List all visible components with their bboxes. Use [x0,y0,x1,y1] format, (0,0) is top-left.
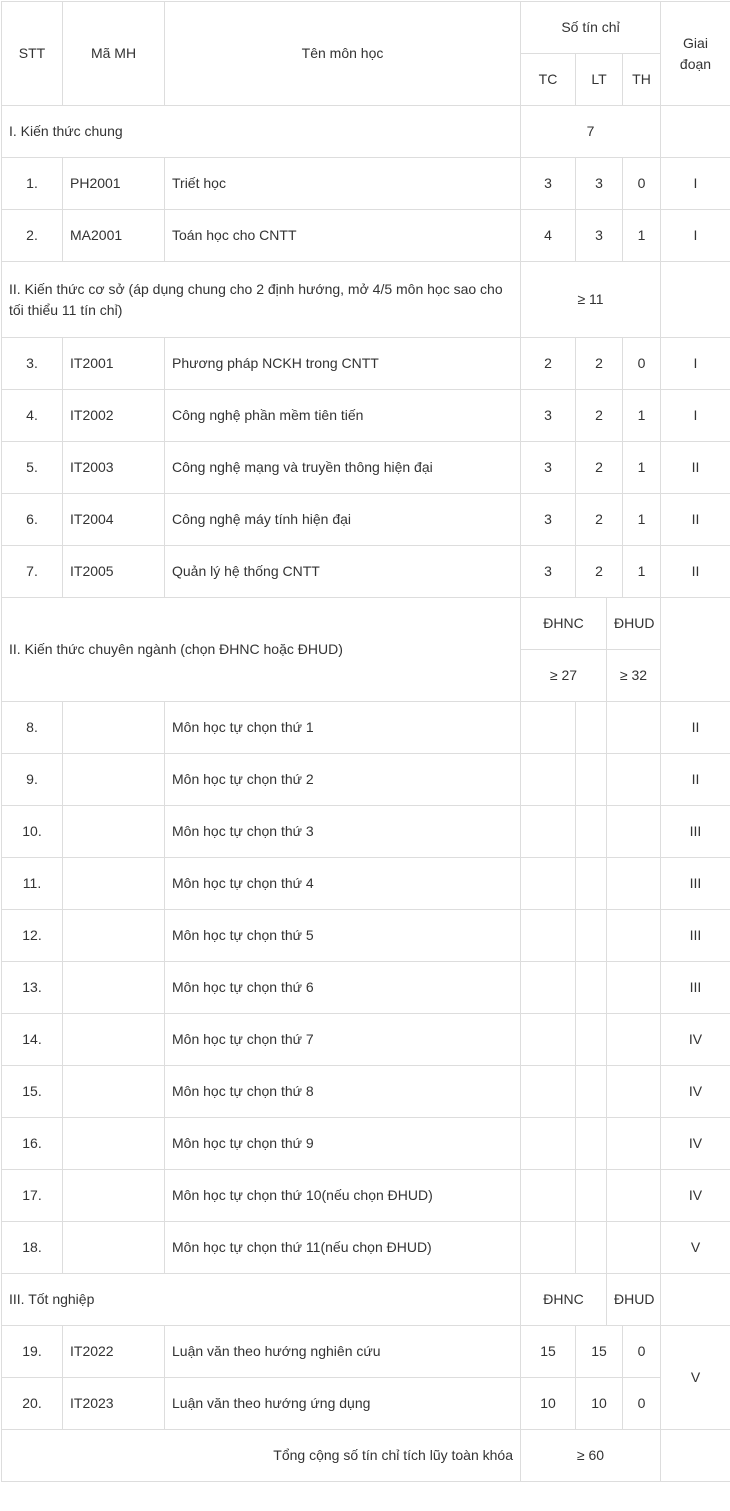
row-code [63,910,165,962]
row-name: Môn học tự chọn thứ 2 [165,754,521,806]
row-stt: 18. [2,1222,63,1274]
row-name: Triết học [165,158,521,210]
table-row [2,910,730,962]
header-stt: STT [2,2,63,106]
row-th [607,806,661,858]
row-stt: 9. [2,754,63,806]
table-row [2,494,730,546]
section-credits: 7 [521,106,661,158]
row-th: 0 [623,1326,661,1378]
row-th [607,858,661,910]
table-row [2,390,730,442]
section-title: II. Kiến thức cơ sở (áp dụng chung cho 2 định hướng, mở 4/5 môn học sao cho tối thiểu 11 tín chỉ) [2,262,521,338]
row-tc [521,806,576,858]
section-title: I. Kiến thức chung [2,106,521,158]
row-name: Môn học tự chọn thứ 3 [165,806,521,858]
table-row [2,702,730,754]
row-stt: 14. [2,1014,63,1066]
row-lt [576,1170,607,1222]
section-stage [661,1274,730,1326]
row-tc [521,962,576,1014]
row-stt: 4. [2,390,63,442]
row-name: Quản lý hệ thống CNTT [165,546,521,598]
row-stt: 19. [2,1326,63,1378]
table-row [2,858,730,910]
row-lt [576,754,607,806]
row-stt: 2. [2,210,63,262]
section-row [2,106,730,158]
row-lt: 3 [576,210,623,262]
table-row [2,210,730,262]
row-lt: 15 [576,1326,623,1378]
row-code: MA2001 [63,210,165,262]
header-th: TH [623,54,661,106]
table-row [2,158,730,210]
row-th: 0 [623,158,661,210]
total-label: Tổng cộng số tín chỉ tích lũy toàn khóa [2,1430,521,1482]
row-th: 1 [623,210,661,262]
row-lt [576,1066,607,1118]
row-code [63,1014,165,1066]
row-lt: 2 [576,338,623,390]
row-code: IT2001 [63,338,165,390]
row-stt: 13. [2,962,63,1014]
dhnc-credits: ≥ 27 [521,650,607,702]
row-stage: II [661,702,730,754]
row-stage: IV [661,1170,730,1222]
row-stage: III [661,910,730,962]
row-stage: IV [661,1118,730,1170]
row-name: Môn học tự chọn thứ 5 [165,910,521,962]
row-lt [576,1118,607,1170]
row-lt [576,910,607,962]
row-stage: V [661,1222,730,1274]
row-th: 0 [623,338,661,390]
row-th: 1 [623,442,661,494]
row-tc: 3 [521,494,576,546]
row-stage: I [661,390,730,442]
table-row [2,962,730,1014]
row-lt [576,1014,607,1066]
section-row [2,1274,730,1326]
table-row [2,1170,730,1222]
table-row [2,1014,730,1066]
row-code [63,1170,165,1222]
row-th [607,910,661,962]
row-name: Môn học tự chọn thứ 6 [165,962,521,1014]
row-tc [521,1066,576,1118]
row-th: 1 [623,390,661,442]
section-stage [661,598,730,702]
row-name: Luận văn theo hướng ứng dụng [165,1378,521,1430]
row-name: Toán học cho CNTT [165,210,521,262]
table-row [2,1118,730,1170]
row-code: IT2002 [63,390,165,442]
row-stage: I [661,158,730,210]
dhud-label: ĐHUD [607,1274,661,1326]
total-row [2,1430,730,1482]
row-tc: 3 [521,390,576,442]
curriculum-table [1,1,730,1482]
row-code: IT2004 [63,494,165,546]
row-name: Luận văn theo hướng nghiên cứu [165,1326,521,1378]
dhud-label: ĐHUD [607,598,661,650]
table-row [2,442,730,494]
section-row [2,598,730,650]
row-stt: 11. [2,858,63,910]
row-tc [521,910,576,962]
row-name: Môn học tự chọn thứ 7 [165,1014,521,1066]
row-lt: 3 [576,158,623,210]
total-credits: ≥ 60 [521,1430,661,1482]
row-name: Môn học tự chọn thứ 8 [165,1066,521,1118]
header-tc: TC [521,54,576,106]
row-name: Công nghệ máy tính hiện đại [165,494,521,546]
dhnc-label: ĐHNC [521,598,607,650]
row-name: Môn học tự chọn thứ 10(nếu chọn ĐHUD) [165,1170,521,1222]
row-th [607,702,661,754]
row-tc [521,754,576,806]
row-code: PH2001 [63,158,165,210]
row-stt: 15. [2,1066,63,1118]
section-row [2,262,730,338]
row-stt: 1. [2,158,63,210]
row-th [607,962,661,1014]
row-tc [521,702,576,754]
row-lt [576,806,607,858]
row-tc: 4 [521,210,576,262]
row-stage: II [661,754,730,806]
section-credits: ≥ 11 [521,262,661,338]
table-row [2,546,730,598]
row-stt: 6. [2,494,63,546]
row-th [607,1118,661,1170]
row-stt: 5. [2,442,63,494]
row-name: Môn học tự chọn thứ 1 [165,702,521,754]
row-stage: IV [661,1014,730,1066]
row-lt [576,1222,607,1274]
row-stt: 17. [2,1170,63,1222]
table-row [2,806,730,858]
row-lt [576,702,607,754]
row-stage: V [661,1326,730,1430]
section-stage [661,106,730,158]
dhnc-label: ĐHNC [521,1274,607,1326]
row-tc [521,1222,576,1274]
row-code: IT2003 [63,442,165,494]
row-tc [521,1014,576,1066]
row-th [607,754,661,806]
dhud-credits: ≥ 32 [607,650,661,702]
row-stage: IV [661,1066,730,1118]
row-name: Phương pháp NCKH trong CNTT [165,338,521,390]
row-name: Môn học tự chọn thứ 4 [165,858,521,910]
row-tc [521,858,576,910]
row-stage: II [661,494,730,546]
row-name: Công nghệ mạng và truyền thông hiện đại [165,442,521,494]
header-row [2,2,730,54]
header-ma-mh: Mã MH [63,2,165,106]
header-ten-mon-hoc: Tên môn học [165,2,521,106]
row-stage: III [661,806,730,858]
row-th: 0 [623,1378,661,1430]
row-tc: 3 [521,158,576,210]
section-title: II. Kiến thức chuyên ngành (chọn ĐHNC hoặc ĐHUD) [2,598,521,702]
row-th: 1 [623,546,661,598]
row-stt: 8. [2,702,63,754]
row-tc: 3 [521,546,576,598]
table-row [2,1378,730,1430]
row-code [63,754,165,806]
header-lt: LT [576,54,623,106]
row-th [607,1014,661,1066]
row-code: IT2023 [63,1378,165,1430]
row-name: Môn học tự chọn thứ 11(nếu chọn ĐHUD) [165,1222,521,1274]
row-lt: 10 [576,1378,623,1430]
total-stage [661,1430,730,1482]
row-stage: III [661,962,730,1014]
row-name: Môn học tự chọn thứ 9 [165,1118,521,1170]
row-lt: 2 [576,494,623,546]
row-code [63,1066,165,1118]
row-lt: 2 [576,442,623,494]
row-stt: 20. [2,1378,63,1430]
row-tc [521,1170,576,1222]
row-th [607,1222,661,1274]
row-th [607,1170,661,1222]
row-stt: 12. [2,910,63,962]
row-lt [576,962,607,1014]
row-tc: 15 [521,1326,576,1378]
row-stage: III [661,858,730,910]
row-code: IT2022 [63,1326,165,1378]
row-th [607,1066,661,1118]
row-tc: 2 [521,338,576,390]
row-code [63,1222,165,1274]
table-row [2,1066,730,1118]
row-stt: 16. [2,1118,63,1170]
row-tc [521,1118,576,1170]
row-lt [576,858,607,910]
row-code [63,962,165,1014]
section-stage [661,262,730,338]
row-code [63,1118,165,1170]
row-stt: 10. [2,806,63,858]
row-lt: 2 [576,390,623,442]
row-stage: II [661,442,730,494]
row-code: IT2005 [63,546,165,598]
row-lt: 2 [576,546,623,598]
row-tc: 3 [521,442,576,494]
row-stage: I [661,338,730,390]
table-row [2,1326,730,1378]
row-tc: 10 [521,1378,576,1430]
row-code [63,806,165,858]
row-stt: 3. [2,338,63,390]
row-name: Công nghệ phần mềm tiên tiến [165,390,521,442]
header-so-tin-chi: Số tín chỉ [521,2,661,54]
row-stt: 7. [2,546,63,598]
section-title: III. Tốt nghiệp [2,1274,521,1326]
row-code [63,858,165,910]
table-row [2,754,730,806]
table-row [2,338,730,390]
table-row [2,1222,730,1274]
row-code [63,702,165,754]
row-th: 1 [623,494,661,546]
row-stage: II [661,546,730,598]
header-giai-doan: Giai đoạn [661,2,730,106]
row-stage: I [661,210,730,262]
